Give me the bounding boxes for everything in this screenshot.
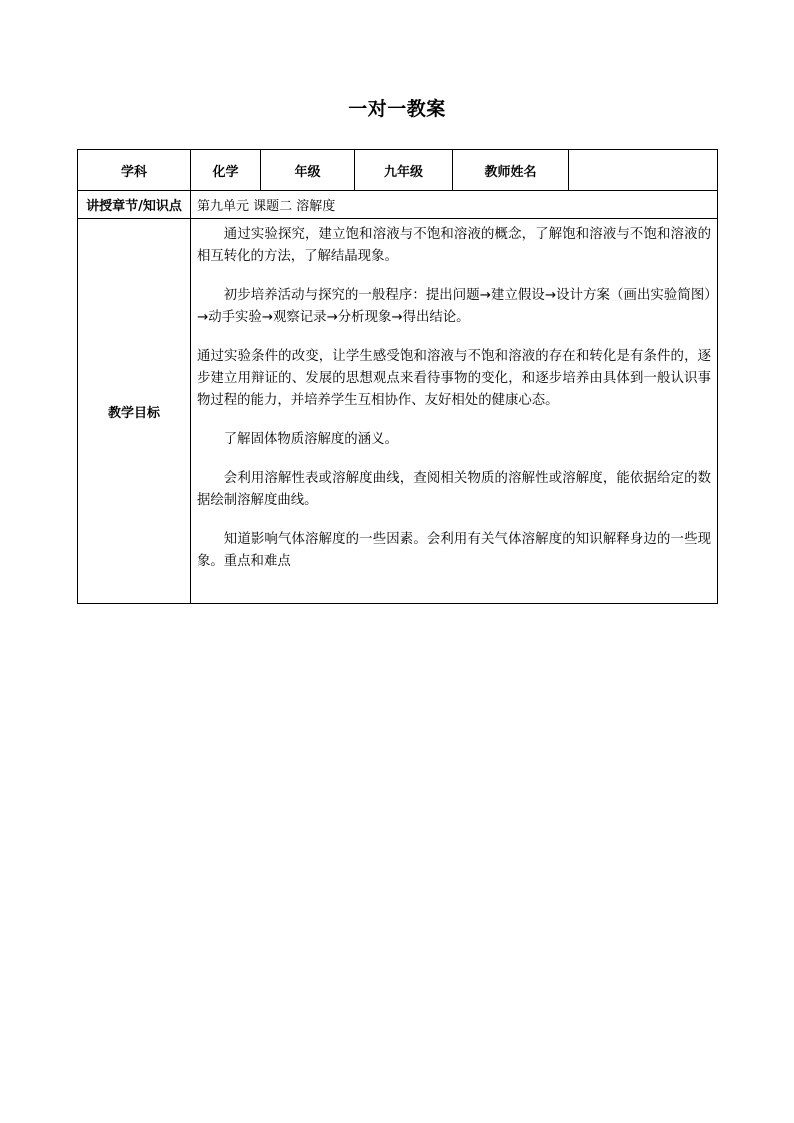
objective-paragraph: 知道影响气体溶解度的一些因素。会利用有关气体溶解度的知识解释身边的一些现象。重点和难点: [197, 532, 711, 569]
lesson-plan-table: [77, 149, 718, 604]
objectives-content: [191, 219, 718, 604]
chapter-row: [78, 191, 718, 219]
teacher-name-label: 教师姓名: [453, 150, 569, 191]
objective-paragraph: 通过实验条件的改变，让学生感受饱和溶液与不饱和溶液的存在和转化是有条件的，逐步建立用辩证的、发展的思想观点来看待事物的变化，和逐步培养由具体到一般认识事物过程的能力，并培养学生互相协作、友好相处的健康心态。: [197, 349, 711, 408]
grade-label: 年级: [261, 150, 355, 191]
chapter-value: 第九单元 课题二 溶解度: [191, 191, 718, 219]
grade-value: 九年级: [355, 150, 453, 191]
objective-paragraph: 初步培养活动与探究的一般程序：提出问题→建立假设→设计方案（画出实验简图）→动手实验→观察记录→分析现象→得出结论。: [197, 288, 711, 325]
header-row: [78, 150, 718, 191]
chapter-label: 讲授章节/知识点: [78, 191, 191, 219]
document-title: 一对一教案: [348, 98, 446, 120]
objective-paragraph: 会利用溶解性表或溶解度曲线，查阅相关物质的溶解性或溶解度，能依据给定的数据绘制溶解度曲线。: [197, 471, 711, 508]
objective-paragraph: 了解固体物质溶解度的涵义。: [223, 432, 398, 447]
objectives-row: [78, 219, 718, 604]
subject-value: 化学: [191, 150, 261, 191]
subject-label: 学科: [78, 150, 191, 191]
objective-paragraph: 通过实验探究，建立饱和溶液与不饱和溶液的概念，了解饱和溶液与不饱和溶液的相互转化的方法，了解结晶现象。: [197, 227, 711, 264]
objectives-label: 教学目标: [78, 219, 191, 604]
teacher-name-value: [569, 150, 718, 191]
